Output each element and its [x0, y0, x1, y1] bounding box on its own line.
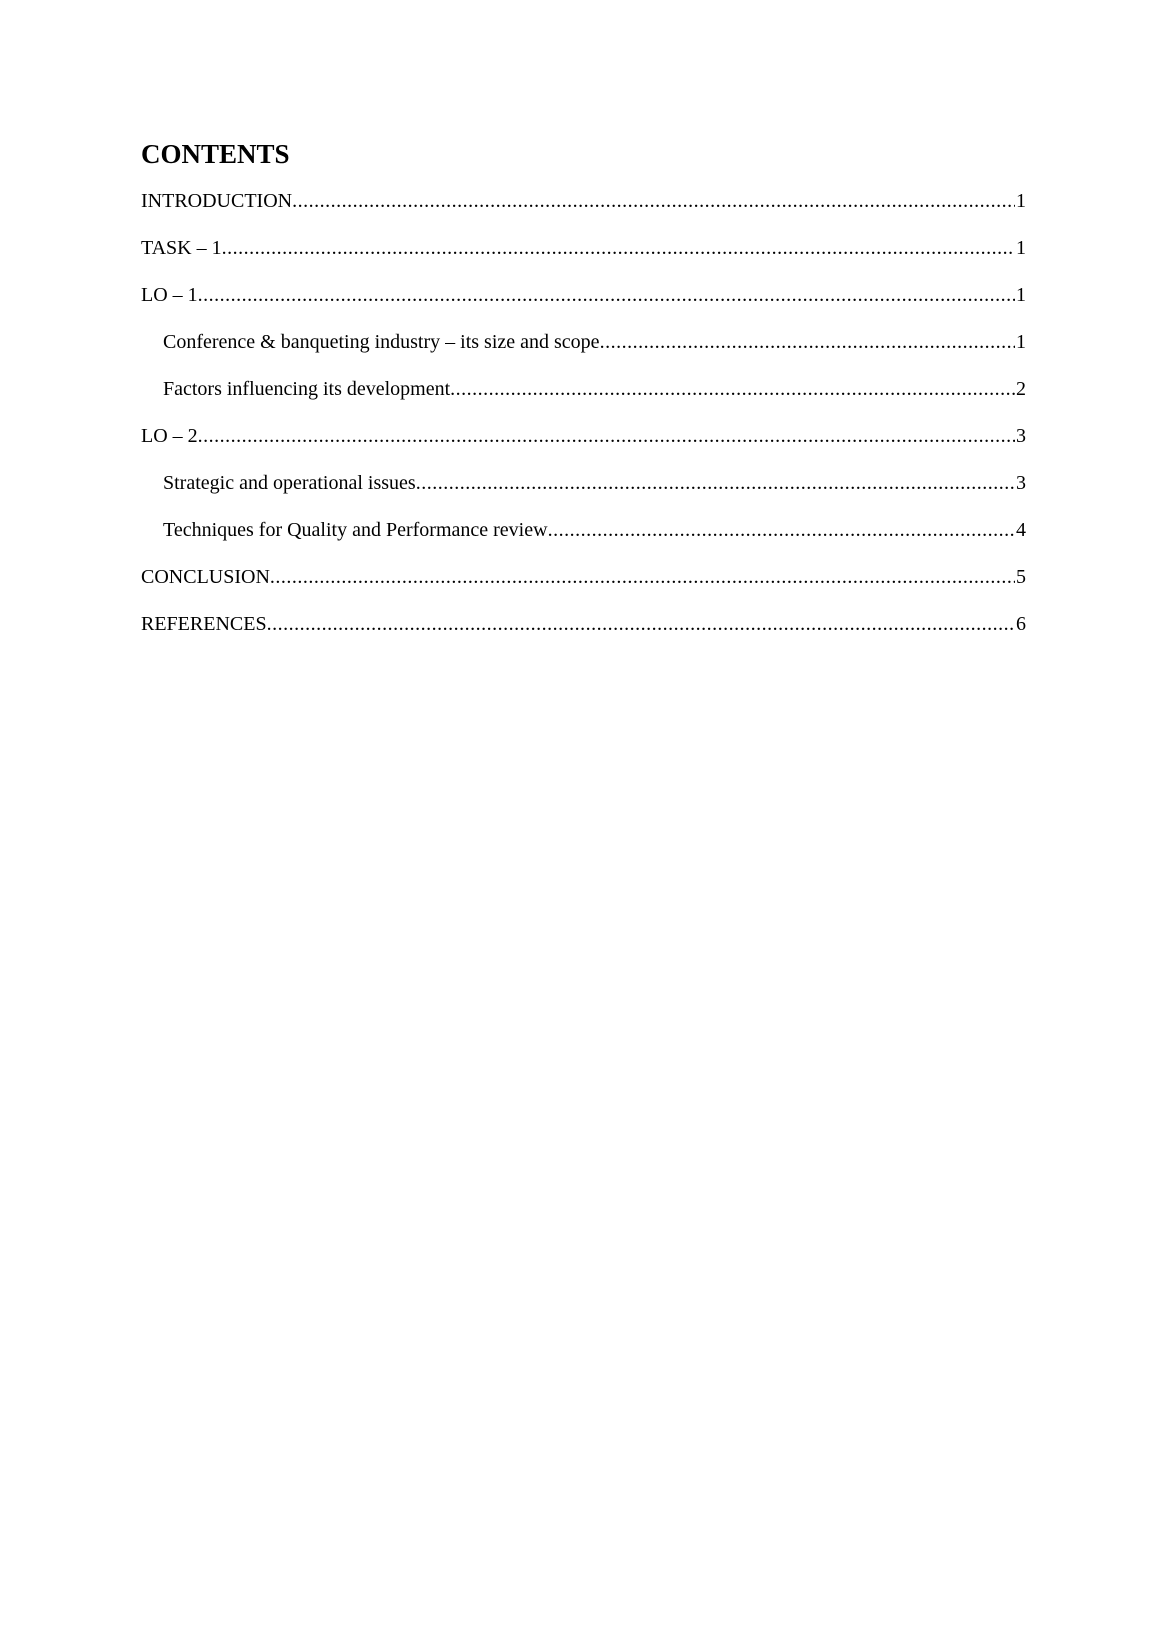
toc-entry-label: Conference & banqueting industry – its size and scope: [163, 331, 600, 353]
toc-entry-lo-1[interactable]: [141, 277, 1026, 324]
toc-page-number: 2: [1016, 378, 1026, 400]
toc-dot-leader: [198, 418, 1015, 454]
toc-dot-leader: [267, 606, 1015, 642]
toc-entry-conference-banqueting[interactable]: [141, 324, 1026, 371]
toc-page-number: 6: [1016, 613, 1026, 635]
toc-dot-leader: [198, 277, 1015, 313]
toc-entry-label: INTRODUCTION: [141, 190, 293, 212]
toc-entry-factors-influencing[interactable]: [141, 371, 1026, 418]
toc-page-number: 1: [1016, 190, 1026, 212]
toc-entry-label: CONCLUSION: [141, 566, 270, 588]
toc-entry-references[interactable]: [141, 606, 1026, 653]
toc-page-number: 3: [1016, 472, 1026, 494]
toc-entry-conclusion[interactable]: [141, 559, 1026, 606]
toc-dot-leader: [548, 512, 1015, 548]
toc-dot-leader: [450, 371, 1015, 407]
toc-entry-label: Techniques for Quality and Performance review: [163, 519, 548, 541]
toc-entry-task-1[interactable]: [141, 230, 1026, 277]
toc-entry-label: REFERENCES: [141, 613, 267, 635]
toc-entry-label: TASK – 1: [141, 237, 222, 259]
toc-dot-leader: [222, 230, 1015, 266]
table-of-contents: [141, 183, 1026, 653]
toc-dot-leader: [270, 559, 1015, 595]
toc-entry-label: Factors influencing its development: [163, 378, 451, 400]
toc-entry-lo-2[interactable]: [141, 418, 1026, 465]
toc-page-number: 1: [1016, 331, 1026, 353]
toc-dot-leader: [416, 465, 1015, 501]
toc-dot-leader: [600, 324, 1015, 360]
toc-dot-leader: [292, 183, 1015, 219]
toc-page-number: 1: [1016, 237, 1026, 259]
toc-entry-introduction[interactable]: [141, 183, 1026, 230]
toc-entry-strategic-operational[interactable]: [141, 465, 1026, 512]
toc-entry-label: LO – 2: [141, 425, 198, 447]
toc-entry-label: Strategic and operational issues: [163, 472, 416, 494]
toc-page-number: 3: [1016, 425, 1026, 447]
toc-page-number: 5: [1016, 566, 1026, 588]
toc-entry-quality-performance[interactable]: [141, 512, 1026, 559]
toc-entry-label: LO – 1: [141, 284, 198, 306]
toc-page-number: 1: [1016, 284, 1026, 306]
contents-heading: CONTENTS: [141, 139, 290, 169]
toc-page-number: 4: [1016, 519, 1026, 541]
